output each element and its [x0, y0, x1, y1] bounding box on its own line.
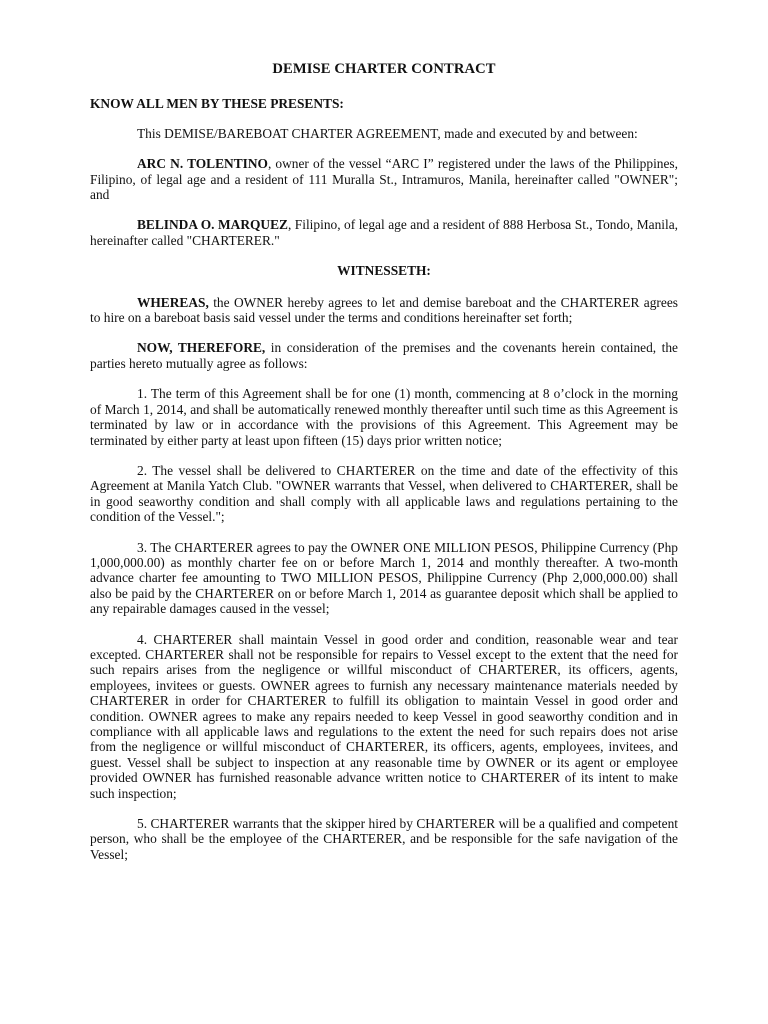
charterer-description: , Filipino, of legal age and a resident of 888 Herbosa St., Tondo, Manila, hereinafter called "CHARTERER."	[90, 217, 678, 248]
now-therefore-text: in consideration of the premises and the covenants herein contained, the parties hereto mutually agree as follows:	[90, 340, 679, 371]
now-therefore-lead: NOW, THEREFORE,	[137, 340, 266, 356]
document-body	[90, 62, 678, 876]
clause-3: 3. The CHARTERER agrees to pay the OWNER ONE MILLION PESOS, Philippine Currency (Php 1,000,000.00) as monthly charter fee on or before March 1, 2014 and monthly thereafter. A two-month advance charter fee amounting to TWO MILLION PESOS, Philippine Currency (Php 2,000,000.00) shall also be paid by the CHARTERER on or before March 1, 2014 as guarantee deposit which shall be applied to any repairable damages caused in the vessel;	[90, 539, 678, 617]
witnesseth-heading: WITNESSETH:	[337, 263, 431, 279]
clause-2: 2. The vessel shall be delivered to CHARTERER on the time and date of the effectivity of this Agreement at Manila Yatch Club. "OWNER warrants that Vessel, when delivered to CHARTERER, shall be in good seaworthy condition and shall comply with all applicable laws and regulations pertaining to the condition of the Vessel.";	[90, 462, 678, 525]
owner-description: , owner of the vessel “ARC I” registered under the laws of the Philippines, Filipino, of legal age and a resident of 111 Muralla St., Intramuros, Manila, hereinafter called "OWNER"; and	[90, 156, 678, 203]
charterer-paragraph	[90, 217, 678, 248]
owner-name: ARC N. TOLENTINO	[137, 156, 268, 172]
whereas-text: the OWNER hereby agrees to let and demise bareboat and the CHARTERER agrees to hire on a bareboat basis said vessel under the terms and conditions hereinafter set forth;	[90, 294, 678, 326]
document-title: DEMISE CHARTER CONTRACT	[272, 61, 496, 77]
whereas-lead: WHEREAS,	[137, 294, 209, 310]
intro-paragraph: This DEMISE/BAREBOAT CHARTER AGREEMENT, made and executed by and between:	[137, 125, 638, 141]
clause-1: 1. The term of this Agreement shall be for one (1) month, commencing at 8 o’clock in the morning of March 1, 2014, and shall be automatically renewed monthly thereafter until such time as this Agreement is terminated by law or in accordance with the provisions of this Agreement. This Agreement may be terminated by either party at least upon fifteen (15) days prior written notice;	[90, 386, 678, 448]
whereas-paragraph	[90, 295, 678, 326]
clause-4: 4. CHARTERER shall maintain Vessel in good order and condition, reasonable wear and tear excepted. CHARTERER shall not be responsible for repairs to Vessel except to the extent that the need for such repairs arises from the negligence or willful misconduct of CHARTERER, its officers, agents, employees, invitees or guests. OWNER agrees to furnish any necessary maintenance materials needed by CHARTERER in order for CHARTERER to fulfill its obligation to maintain Vessel in good order and condition. OWNER agrees to make any repairs needed to keep Vessel in good seaworthy condition and in compliance with all applicable laws and regulations to the extent the need for such repairs does not arise from the negligence or willful misconduct of CHARTERER, its officers, agents, employees, invitees, and guest. Vessel shall be subject to inspection at any reasonable time by OWNER or its agent or employee provided OWNER has furnished reasonable advance written notice to CHARTERER of its intent to make such inspection;	[90, 631, 678, 801]
owner-paragraph	[90, 156, 678, 202]
charterer-name: BELINDA O. MARQUEZ	[137, 217, 288, 233]
now-therefore-paragraph	[90, 340, 678, 371]
clause-5: 5. CHARTERER warrants that the skipper hired by CHARTERER will be a qualified and competent person, who shall be the employee of the CHARTERER, and be responsible for the safe navigation of the Vessel;	[90, 816, 678, 862]
preamble-heading: KNOW ALL MEN BY THESE PRESENTS:	[90, 96, 344, 112]
